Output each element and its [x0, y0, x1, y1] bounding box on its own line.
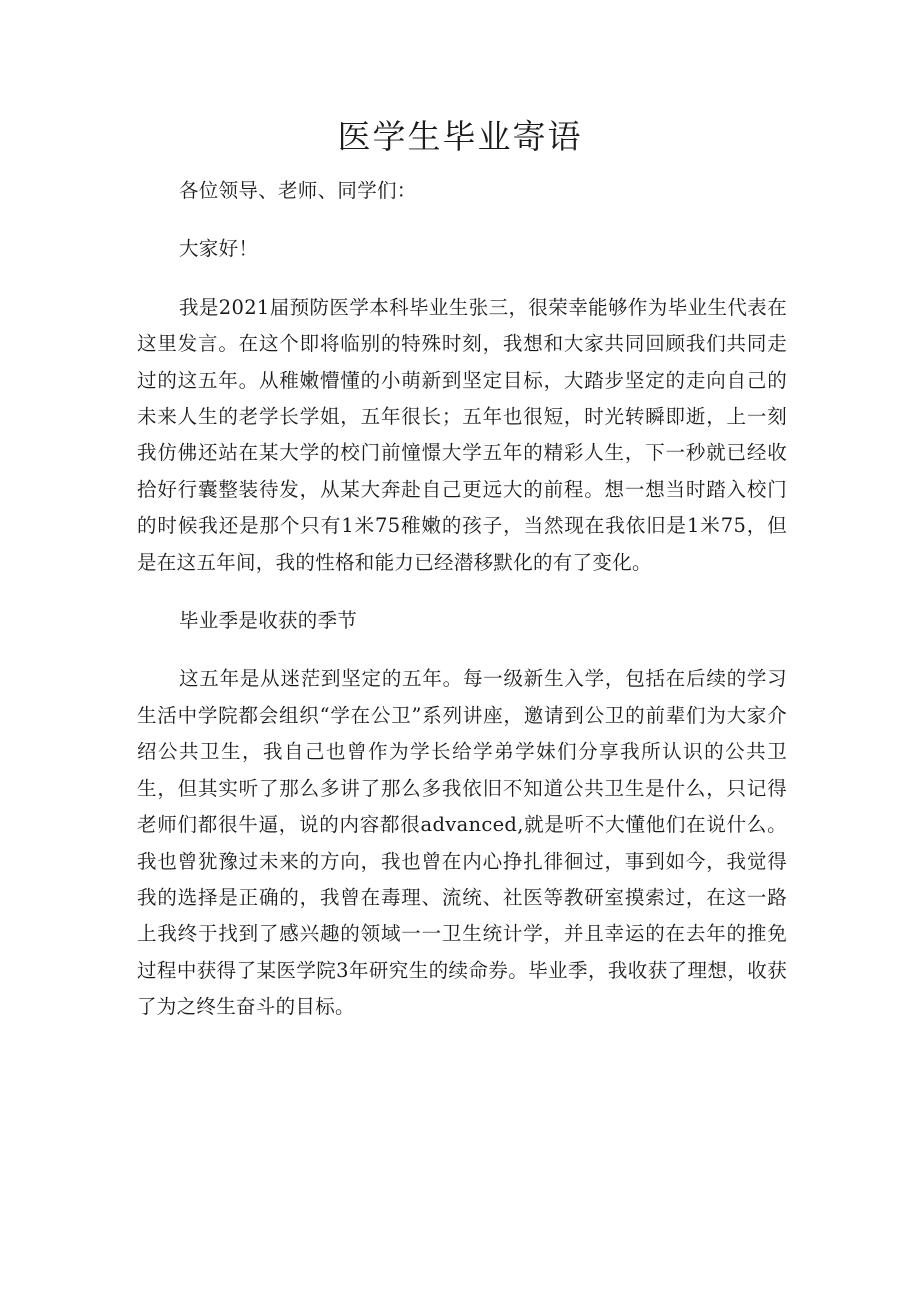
- document-body: [137, 173, 787, 1026]
- paragraph-section-heading: 毕业季是收获的季节: [179, 609, 358, 633]
- paragraph-salutation: 各位领导、老师、同学们：: [179, 179, 417, 202]
- paragraph-introduction: 我是2021届预防医学本科毕业生张三，很荣幸能够作为毕业生代表在这里发言。在这个即将临别的特殊时刻，我想和大家共同回顾我们共同走过的这五年。从稚嫩懵懂的小萌新到坚定目标，大踏步坚定的走向自己的未来人生的老学长学姐，五年很长；五年也很短，时光转瞬即逝，上一刻我仿佛还站在某大学的校门前憧憬大学五年的精彩人生，下一秒就已经收拾好行囊整装待发，从某大奔赴自己更远大的前程。想一想当时踏入校门的时候我还是那个只有1米75稚嫩的孩子，当然现在我依旧是1米75，但是在这五年间，我的性格和能力已经潜移默化的有了变化。: [137, 295, 787, 574]
- document-title: 医学生毕业寄语: [337, 117, 583, 156]
- paragraph-five-years: 这五年是从迷茫到坚定的五年。每一级新生入学，包括在后续的学习生活中学院都会组织“学在公卫”系列讲座，邀请到公卫的前辈们为大家介绍公共卫生，我自己也曾作为学长给学弟学妹们分享我所认识的公共卫生，但其实听了那么多讲了那么多我依旧不知道公共卫生是什么，只记得老师们都很牛逼，说的内容都很advanced,就是听不大懂他们在说什么。我也曾犹豫过未来的方向，我也曾在内心挣扎徘徊过，事到如今，我觉得我的选择是正确的，我曾在毒理、流统、社医等教研室摸索过，在这一路上我终于找到了感兴趣的领域一一卫生统计学，并且幸运的在去年的推免过程中获得了某医学院3年研究生的续命券。毕业季，我收获了理想，收获了为之终生奋斗的目标。: [137, 667, 787, 1019]
- paragraph-greeting: 大家好！: [179, 237, 259, 261]
